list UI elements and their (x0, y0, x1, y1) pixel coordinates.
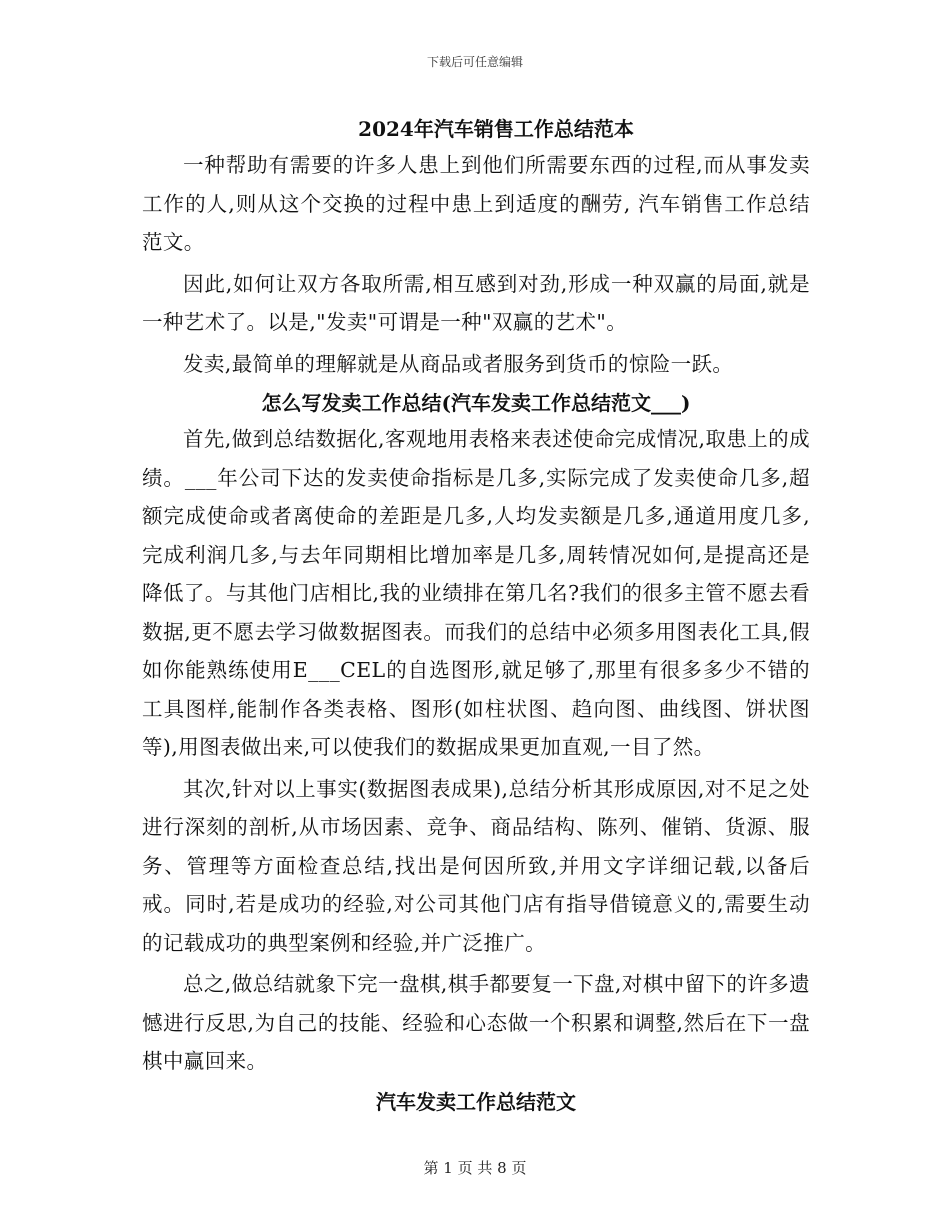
paragraph: 一种帮助有需要的许多人患上到他们所需要东西的过程,而从事发卖工作的人,则从这个交换的过程中患上到适度的酬劳, 汽车销售工作总结范文。 (142, 153, 810, 254)
paragraph: 总之,做总结就象下完一盘棋,棋手都要复一下盘,对棋中留下的许多遗憾进行反思,为自己的技能、经验和心态做一个积累和调整,然后在下一盘棋中赢回来。 (142, 972, 810, 1073)
document-title: 2024年汽车销售工作总结范本 (358, 117, 634, 141)
paragraph: 首先,做到总结数据化,客观地用表格来表述使命完成情况,取患上的成绩。___年公司下达的发卖使命指标是几多,实际完成了发卖使命几多,超额完成使命或者离使命的差距是几多,人均发卖额是几多,通道用度几多,完成利润几多,与去年同期相比增加率是几多,周转情况如何,是提高还是降低了。与其他门店相比,我的业绩排在第几名?我们的很多主管不愿去看数据,更不愿去学习做数据图表。而我们的总结中必须多用图表化工具,假如你能熟练使用E___CEL的自选图形,就足够了,那里有很多多少不错的工具图样,能制作各类表格、图形(如柱状图、趋向图、曲线图、饼状图等),用图表做出来,可以使我们的数据成果更加直观,一目了然。 (142, 427, 810, 759)
page-footer: 第 1 页 共 8 页 (423, 1159, 527, 1177)
paragraph: 发卖,最简单的理解就是从商品或者服务到货币的惊险一跃。 (183, 351, 734, 376)
section-heading: 怎么写发卖工作总结(汽车发卖工作总结范文___) (261, 391, 691, 415)
section-heading: 汽车发卖工作总结范文 (376, 1089, 576, 1114)
paragraph: 其次,针对以上事实(数据图表成果),总结分析其形成原因,对不足之处进行深刻的剖析,从市场因素、竞争、商品结构、陈列、催销、货源、服务、管理等方面检查总结,找出是何因所致,并用文字详细记载,以备后戒。同时,若是成功的经验,对公司其他门店有指导借镜意义的,需要生动的记载成功的典型案例和经验,并广泛推广。 (142, 776, 810, 955)
paragraph: 因此,如何让双方各取所需,相互感到对劲,形成一种双赢的局面,就是一种艺术了。以是,"发卖"可谓是一种"双赢的艺术"。 (142, 271, 810, 334)
page-header: 下载后可任意编辑 (426, 55, 523, 69)
document-body (142, 112, 810, 1119)
